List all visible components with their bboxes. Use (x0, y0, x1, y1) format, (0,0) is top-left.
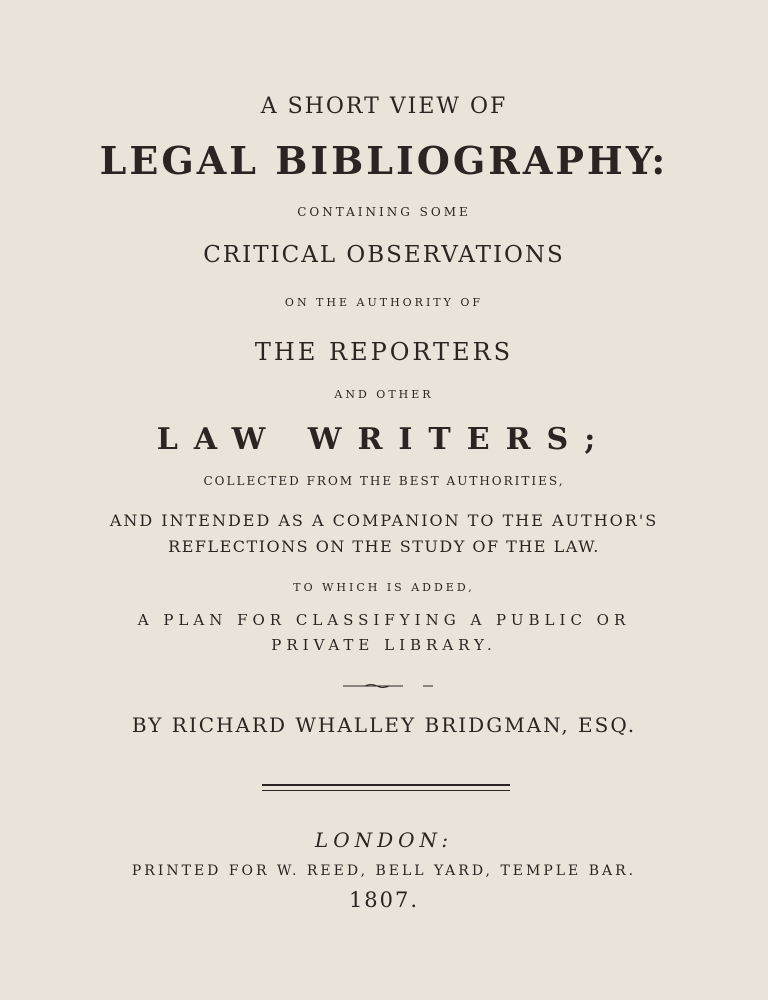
line-collected: COLLECTED FROM THE BEST AUTHORITIES, (203, 474, 565, 488)
line-reporters: THE REPORTERS (254, 338, 514, 366)
line-private-library: PRIVATE LIBRARY. (271, 636, 497, 654)
line-plan: A PLAN FOR CLASSIFYING A PUBLIC OR (137, 611, 631, 629)
line-containing: CONTAINING SOME (297, 205, 471, 219)
line-and-other: AND OTHER (334, 388, 434, 401)
line-companion: AND INTENDED AS A COMPANION TO THE AUTHOR'S (109, 511, 659, 530)
imprint-year: 1807. (348, 888, 420, 912)
double-rule-bottom (262, 790, 510, 791)
line-reflections: REFLECTIONS ON THE STUDY OF THE LAW. (168, 537, 600, 556)
imprint-place: LONDON: (314, 828, 454, 852)
subtitle-short-view: A SHORT VIEW OF (260, 94, 508, 119)
author-line: BY RICHARD WHALLEY BRIDGMAN, ESQ. (131, 713, 637, 737)
line-critical-observations: CRITICAL OBSERVATIONS (203, 242, 565, 268)
line-law-writers: LAW WRITERS; (156, 422, 612, 457)
ornament-divider (343, 681, 433, 691)
line-authority: ON THE AUTHORITY OF (284, 296, 484, 309)
double-rule-top (262, 784, 510, 786)
line-to-which: TO WHICH IS ADDED, (293, 581, 475, 594)
main-title: LEGAL BIBLIOGRAPHY: (99, 138, 669, 183)
imprint-printer: PRINTED FOR W. REED, BELL YARD, TEMPLE BAR. (131, 863, 637, 879)
